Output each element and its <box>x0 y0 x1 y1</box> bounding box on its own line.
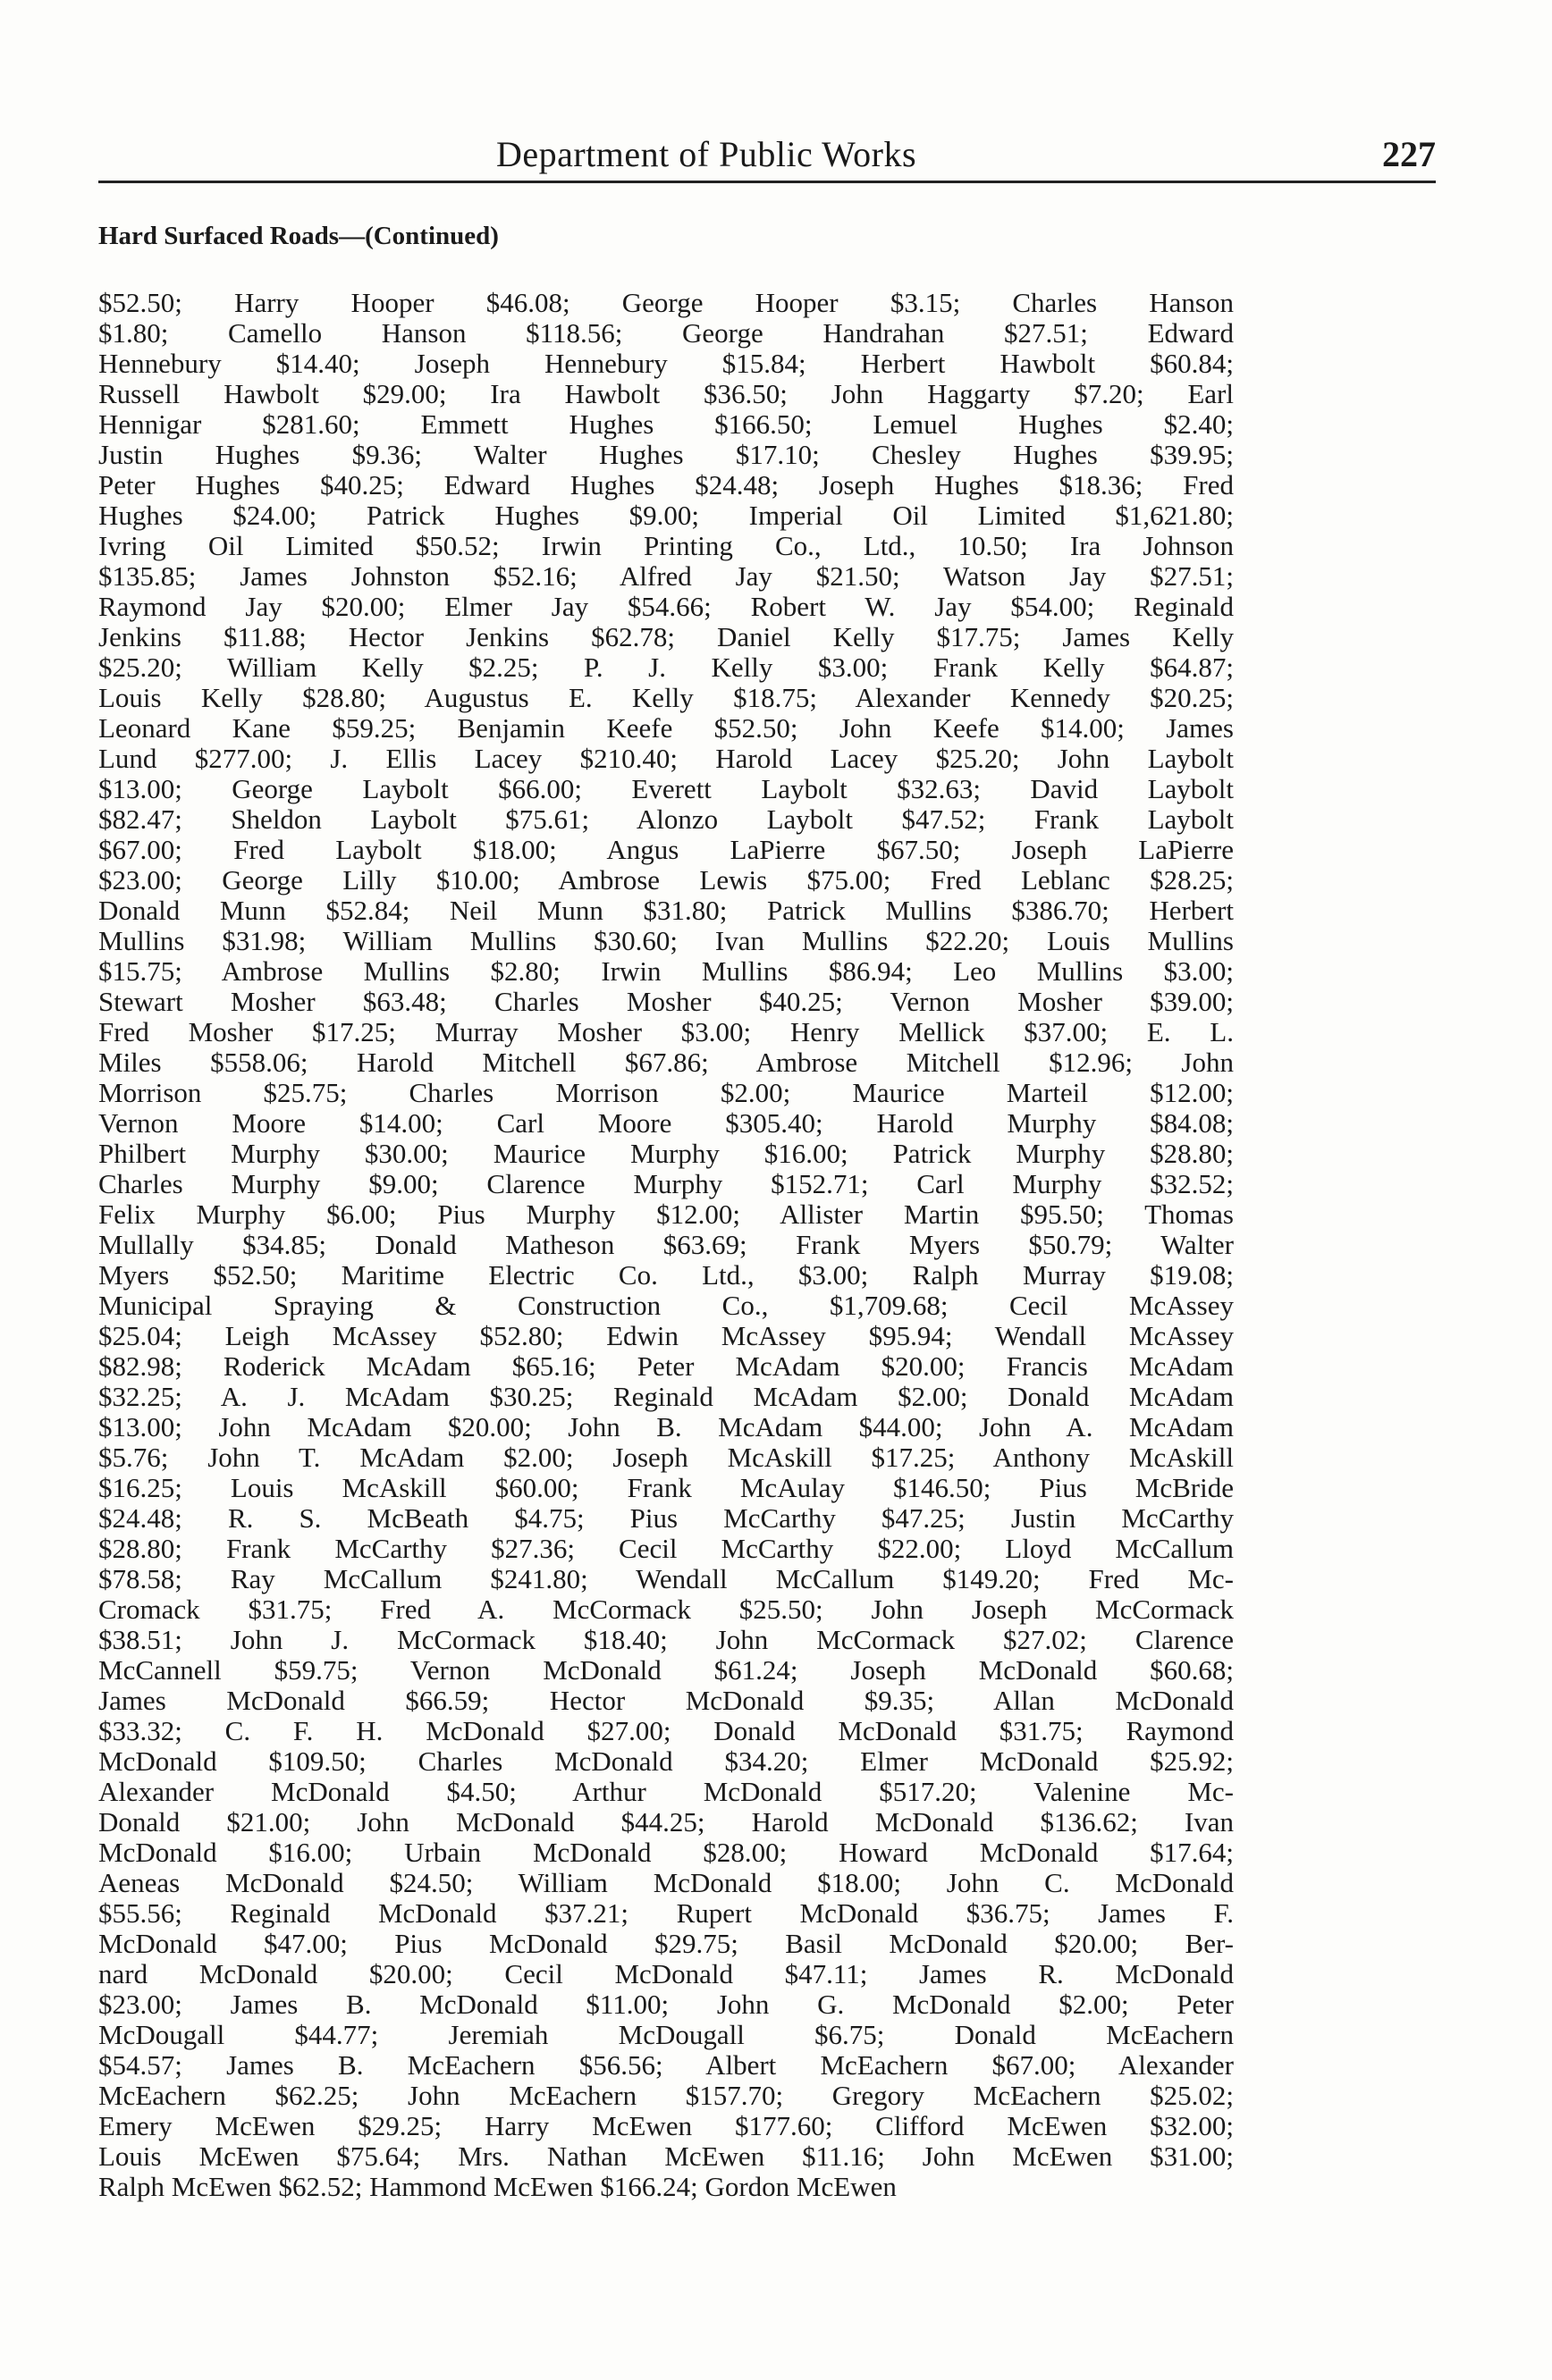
text-line: nard McDonald $20.00; Cecil McDonald $47.11; James R. McDonald <box>98 1958 1234 1989</box>
text-line: $82.98; Roderick McAdam $65.16; Peter McAdam $20.00; Francis McAdam <box>98 1350 1234 1382</box>
text-line: Municipal Spraying & Construction Co., $1,709.68; Cecil McAssey <box>98 1290 1234 1321</box>
text-line: Peter Hughes $40.25; Edward Hughes $24.48; Joseph Hughes $18.36; Fred <box>98 469 1234 500</box>
text-line: $33.32; C. F. H. McDonald $27.00; Donald McDonald $31.75; Raymond <box>98 1715 1234 1746</box>
text-line: $13.00; George Laybolt $66.00; Everett Laybolt $32.63; David Laybolt <box>98 773 1234 804</box>
text-line: $15.75; Ambrose Mullins $2.80; Irwin Mullins $86.94; Leo Mullins $3.00; <box>98 955 1234 987</box>
body-paragraph <box>98 288 1234 2202</box>
running-title: Department of Public Works <box>495 134 917 174</box>
text-line: $25.20; William Kelly $2.25; P. J. Kelly $3.00; Frank Kelly $64.87; <box>98 652 1234 683</box>
text-line: McDougall $44.77; Jeremiah McDougall $6.75; Donald McEachern <box>98 2019 1234 2050</box>
text-line: Vernon Moore $14.00; Carl Moore $305.40; Harold Murphy $84.08; <box>98 1107 1234 1139</box>
text-line: Justin Hughes $9.36; Walter Hughes $17.10; Chesley Hughes $39.95; <box>98 439 1234 470</box>
text-line: Alexander McDonald $4.50; Arthur McDonald $517.20; Valenine Mc- <box>98 1776 1234 1807</box>
text-line: Hughes $24.00; Patrick Hughes $9.00; Imperial Oil Limited $1,621.80; <box>98 500 1234 531</box>
text-line: $52.50; Harry Hooper $46.08; George Hooper $3.15; Charles Hanson <box>98 287 1234 318</box>
text-line: Ivring Oil Limited $50.52; Irwin Printing Co., Ltd., 10.50; Ira Johnson <box>98 530 1234 561</box>
text-line: $25.04; Leigh McAssey $52.80; Edwin McAssey $95.94; Wendall McAssey <box>98 1320 1234 1351</box>
text-line: Lund $277.00; J. Ellis Lacey $210.40; Harold Lacey $25.20; John Laybolt <box>98 743 1234 774</box>
text-line: Mullally $34.85; Donald Matheson $63.69; Frank Myers $50.79; Walter <box>98 1229 1234 1260</box>
text-line: McEachern $62.25; John McEachern $157.70; Gregory McEachern $25.02; <box>98 2080 1234 2111</box>
text-line: Hennigar $281.60; Emmett Hughes $166.50; Lemuel Hughes $2.40; <box>98 408 1234 440</box>
text-line: Stewart Mosher $63.48; Charles Mosher $40.25; Vernon Mosher $39.00; <box>98 986 1234 1017</box>
text-line: Emery McEwen $29.25; Harry McEwen $177.60; Clifford McEwen $32.00; <box>98 2110 1234 2141</box>
text-line: Raymond Jay $20.00; Elmer Jay $54.66; Robert W. Jay $54.00; Reginald <box>98 591 1234 622</box>
text-line: $5.76; John T. McAdam $2.00; Joseph McAskill $17.25; Anthony McAskill <box>98 1442 1234 1473</box>
text-line: McCannell $59.75; Vernon McDonald $61.24; Joseph McDonald $60.68; <box>98 1654 1234 1686</box>
text-line: Aeneas McDonald $24.50; William McDonald $18.00; John C. McDonald <box>98 1867 1234 1898</box>
text-line: $67.00; Fred Laybolt $18.00; Angus LaPierre $67.50; Joseph LaPierre <box>98 834 1234 865</box>
page-number: 227 <box>1382 134 1436 174</box>
text-line: Donald $21.00; John McDonald $44.25; Harold McDonald $136.62; Ivan <box>98 1806 1234 1838</box>
text-line: Felix Murphy $6.00; Pius Murphy $12.00; Allister Martin $95.50; Thomas <box>98 1198 1234 1230</box>
text-line: $78.58; Ray McCallum $241.80; Wendall McCallum $149.20; Fred Mc- <box>98 1563 1234 1594</box>
text-line: McDonald $47.00; Pius McDonald $29.75; Basil McDonald $20.00; Ber- <box>98 1928 1234 1959</box>
text-line: $16.25; Louis McAskill $60.00; Frank McAulay $146.50; Pius McBride <box>98 1472 1234 1503</box>
text-line: $54.57; James B. McEachern $56.56; Albert McEachern $67.00; Alexander <box>98 2049 1234 2081</box>
text-line: $32.25; A. J. McAdam $30.25; Reginald McAdam $2.00; Donald McAdam <box>98 1381 1234 1412</box>
text-line: $23.00; George Lilly $10.00; Ambrose Lewis $75.00; Fred Leblanc $28.25; <box>98 864 1234 896</box>
text-line: Miles $558.06; Harold Mitchell $67.86; Ambrose Mitchell $12.96; John <box>98 1047 1234 1078</box>
text-line: Russell Hawbolt $29.00; Ira Hawbolt $36.50; John Haggarty $7.20; Earl <box>98 378 1234 409</box>
text-line: $1.80; Camello Hanson $118.56; George Handrahan $27.51; Edward <box>98 317 1234 349</box>
text-line: Philbert Murphy $30.00; Maurice Murphy $16.00; Patrick Murphy $28.80; <box>98 1138 1234 1169</box>
running-header <box>98 127 1436 183</box>
section-heading: Hard Surfaced Roads—(Continued) <box>98 222 499 250</box>
text-line: Fred Mosher $17.25; Murray Mosher $3.00; Henry Mellick $37.00; E. L. <box>98 1016 1234 1047</box>
text-line: Jenkins $11.88; Hector Jenkins $62.78; Daniel Kelly $17.75; James Kelly <box>98 621 1234 652</box>
text-line: McDonald $109.50; Charles McDonald $34.20; Elmer McDonald $25.92; <box>98 1745 1234 1777</box>
text-line: Ralph McEwen $62.52; Hammond McEwen $166.24; Gordon McEwen <box>98 2171 897 2202</box>
text-line: Charles Murphy $9.00; Clarence Murphy $152.71; Carl Murphy $32.52; <box>98 1168 1234 1199</box>
text-line: Morrison $25.75; Charles Morrison $2.00; Maurice Marteil $12.00; <box>98 1077 1234 1108</box>
text-line: $23.00; James B. McDonald $11.00; John G. McDonald $2.00; Peter <box>98 1989 1234 2020</box>
text-line: $13.00; John McAdam $20.00; John B. McAdam $44.00; John A. McAdam <box>98 1411 1234 1442</box>
text-line: Donald Munn $52.84; Neil Munn $31.80; Patrick Mullins $386.70; Herbert <box>98 895 1234 926</box>
text-line: Mullins $31.98; William Mullins $30.60; Ivan Mullins $22.20; Louis Mullins <box>98 925 1234 956</box>
text-line: $28.80; Frank McCarthy $27.36; Cecil McCarthy $22.00; Lloyd McCallum <box>98 1533 1234 1564</box>
text-line: $135.85; James Johnston $52.16; Alfred Jay $21.50; Watson Jay $27.51; <box>98 560 1234 592</box>
text-line: Louis Kelly $28.80; Augustus E. Kelly $18.75; Alexander Kennedy $20.25; <box>98 682 1234 713</box>
text-line: Hennebury $14.40; Joseph Hennebury $15.84; Herbert Hawbolt $60.84; <box>98 348 1234 379</box>
text-line: Myers $52.50; Maritime Electric Co. Ltd., $3.00; Ralph Murray $19.08; <box>98 1259 1234 1291</box>
text-line: $38.51; John J. McCormack $18.40; John McCormack $27.02; Clarence <box>98 1624 1234 1655</box>
text-line: James McDonald $66.59; Hector McDonald $9.35; Allan McDonald <box>98 1685 1234 1716</box>
text-line: $55.56; Reginald McDonald $37.21; Rupert McDonald $36.75; James F. <box>98 1897 1234 1929</box>
text-line: Leonard Kane $59.25; Benjamin Keefe $52.50; John Keefe $14.00; James <box>98 712 1234 744</box>
text-line: Louis McEwen $75.64; Mrs. Nathan McEwen $11.16; John McEwen $31.00; <box>98 2140 1234 2172</box>
text-line: $82.47; Sheldon Laybolt $75.61; Alonzo Laybolt $47.52; Frank Laybolt <box>98 803 1234 835</box>
text-line: Cromack $31.75; Fred A. McCormack $25.50; John Joseph McCormack <box>98 1594 1234 1625</box>
text-line: McDonald $16.00; Urbain McDonald $28.00; Howard McDonald $17.64; <box>98 1837 1234 1868</box>
text-line: $24.48; R. S. McBeath $4.75; Pius McCarthy $47.25; Justin McCarthy <box>98 1502 1234 1534</box>
